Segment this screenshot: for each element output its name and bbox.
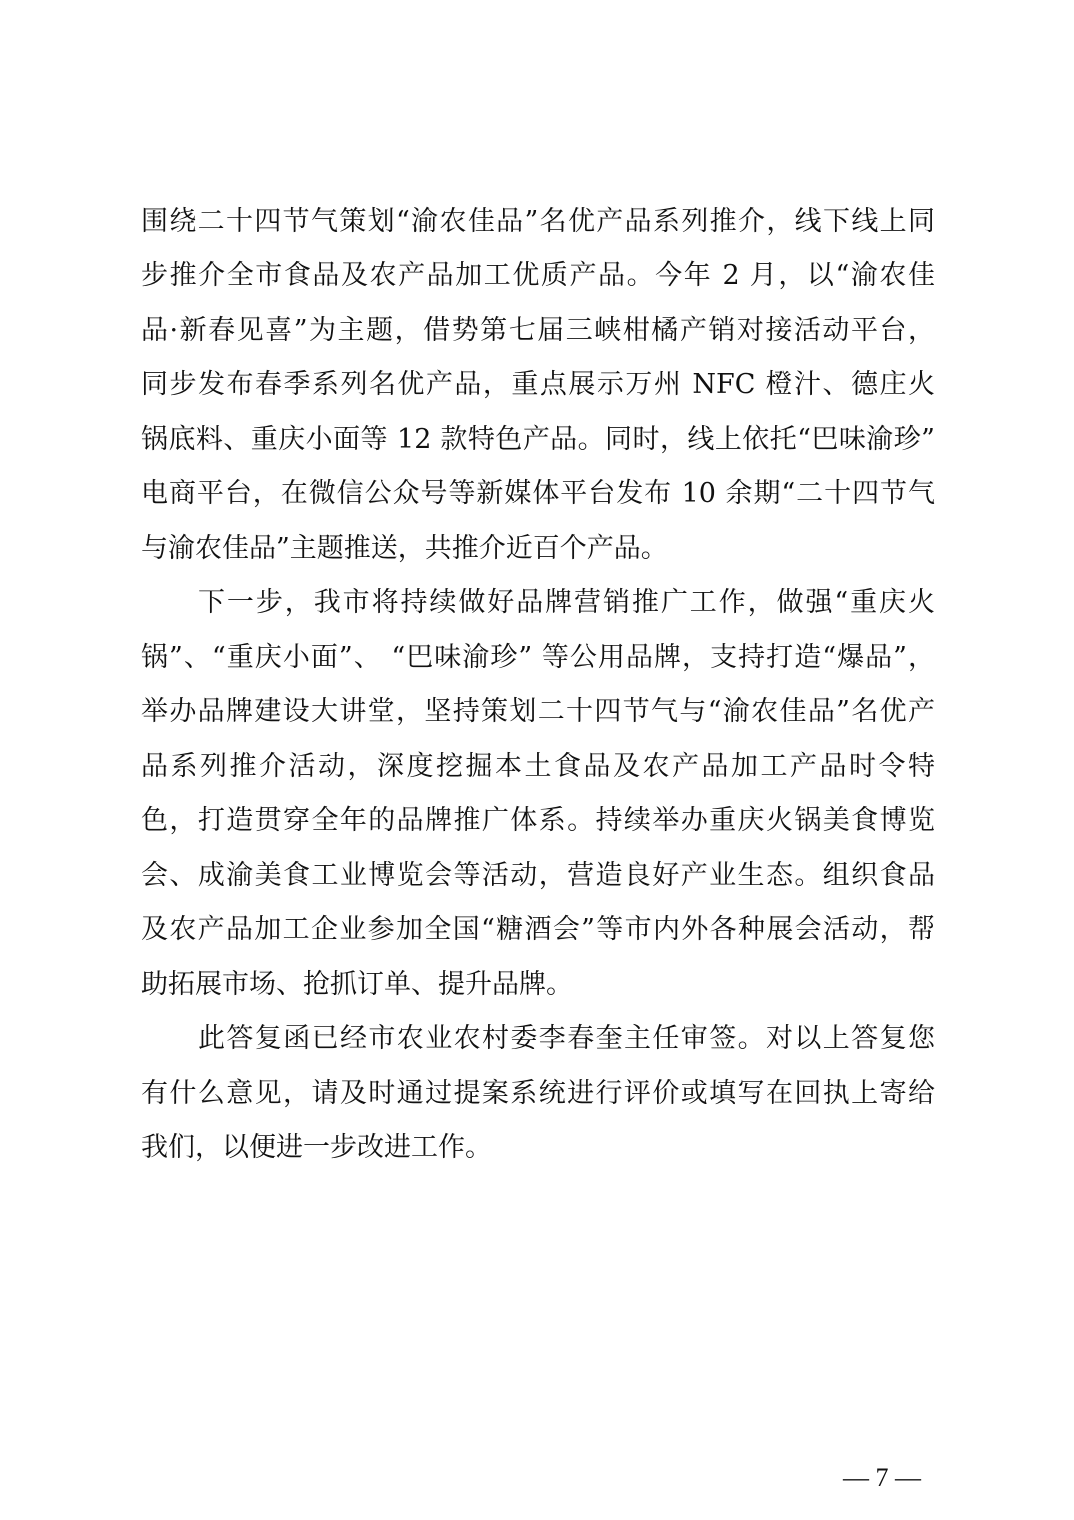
paragraph-2-line-1: 下一步，我市将持续做好品牌营销推广工作，做强“重庆火 — [198, 587, 935, 618]
paragraph-3-line-1: 此答复函已经市农业农村委李春奎主任审签。对以上答复您 — [198, 1023, 935, 1054]
paragraph-2-line-7: 及农产品加工企业参加全国“糖酒会”等市内外各种展会活动，帮 — [141, 914, 935, 945]
paragraph-1-line-2: 步推介全市食品及农产品加工优质产品。今年 2 月，以“渝农佳 — [141, 260, 935, 291]
paragraph-3-line-3: 我们，以便进一步改进工作。 — [141, 1132, 492, 1163]
paragraph-2-line-8: 助拓展市场、抢抓订单、提升品牌。 — [141, 969, 573, 1000]
paragraph-3-line-2: 有什么意见，请及时通过提案系统进行评价或填写在回执上寄给 — [141, 1078, 935, 1109]
paragraph-1-line-1: 围绕二十四节气策划“渝农佳品”名优产品系列推介，线下线上同 — [141, 206, 935, 237]
page-number: — 7 — — [843, 1463, 921, 1492]
paragraph-1-line-3: 品·新春见喜”为主题，借势第七届三峡柑橘产销对接活动平台， — [141, 315, 935, 346]
paragraph-1-line-7: 与渝农佳品”主题推送，共推介近百个产品。 — [141, 533, 668, 564]
paragraph-2-line-3: 举办品牌建设大讲堂，坚持策划二十四节气与“渝农佳品”名优产 — [141, 696, 935, 727]
paragraph-1-line-4: 同步发布春季系列名优产品，重点展示万州 NFC 橙汁、德庄火 — [141, 369, 935, 400]
paragraph-2-line-4: 品系列推介活动，深度挖掘本土食品及农产品加工产品时令特 — [141, 751, 935, 782]
paragraph-1-line-6: 电商平台，在微信公众号等新媒体平台发布 10 余期“二十四节气 — [141, 478, 935, 509]
paragraph-2-line-5: 色，打造贯穿全年的品牌推广体系。持续举办重庆火锅美食博览 — [141, 805, 935, 836]
paragraph-2-line-6: 会、成渝美食工业博览会等活动，营造良好产业生态。组织食品 — [141, 860, 935, 891]
paragraph-2-line-2: 锅”、“重庆小面”、 “巴味渝珍” 等公用品牌，支持打造“爆品”， — [141, 642, 935, 673]
paragraph-1-line-5: 锅底料、重庆小面等 12 款特色产品。同时，线上依托“巴味渝珍” — [141, 424, 935, 455]
